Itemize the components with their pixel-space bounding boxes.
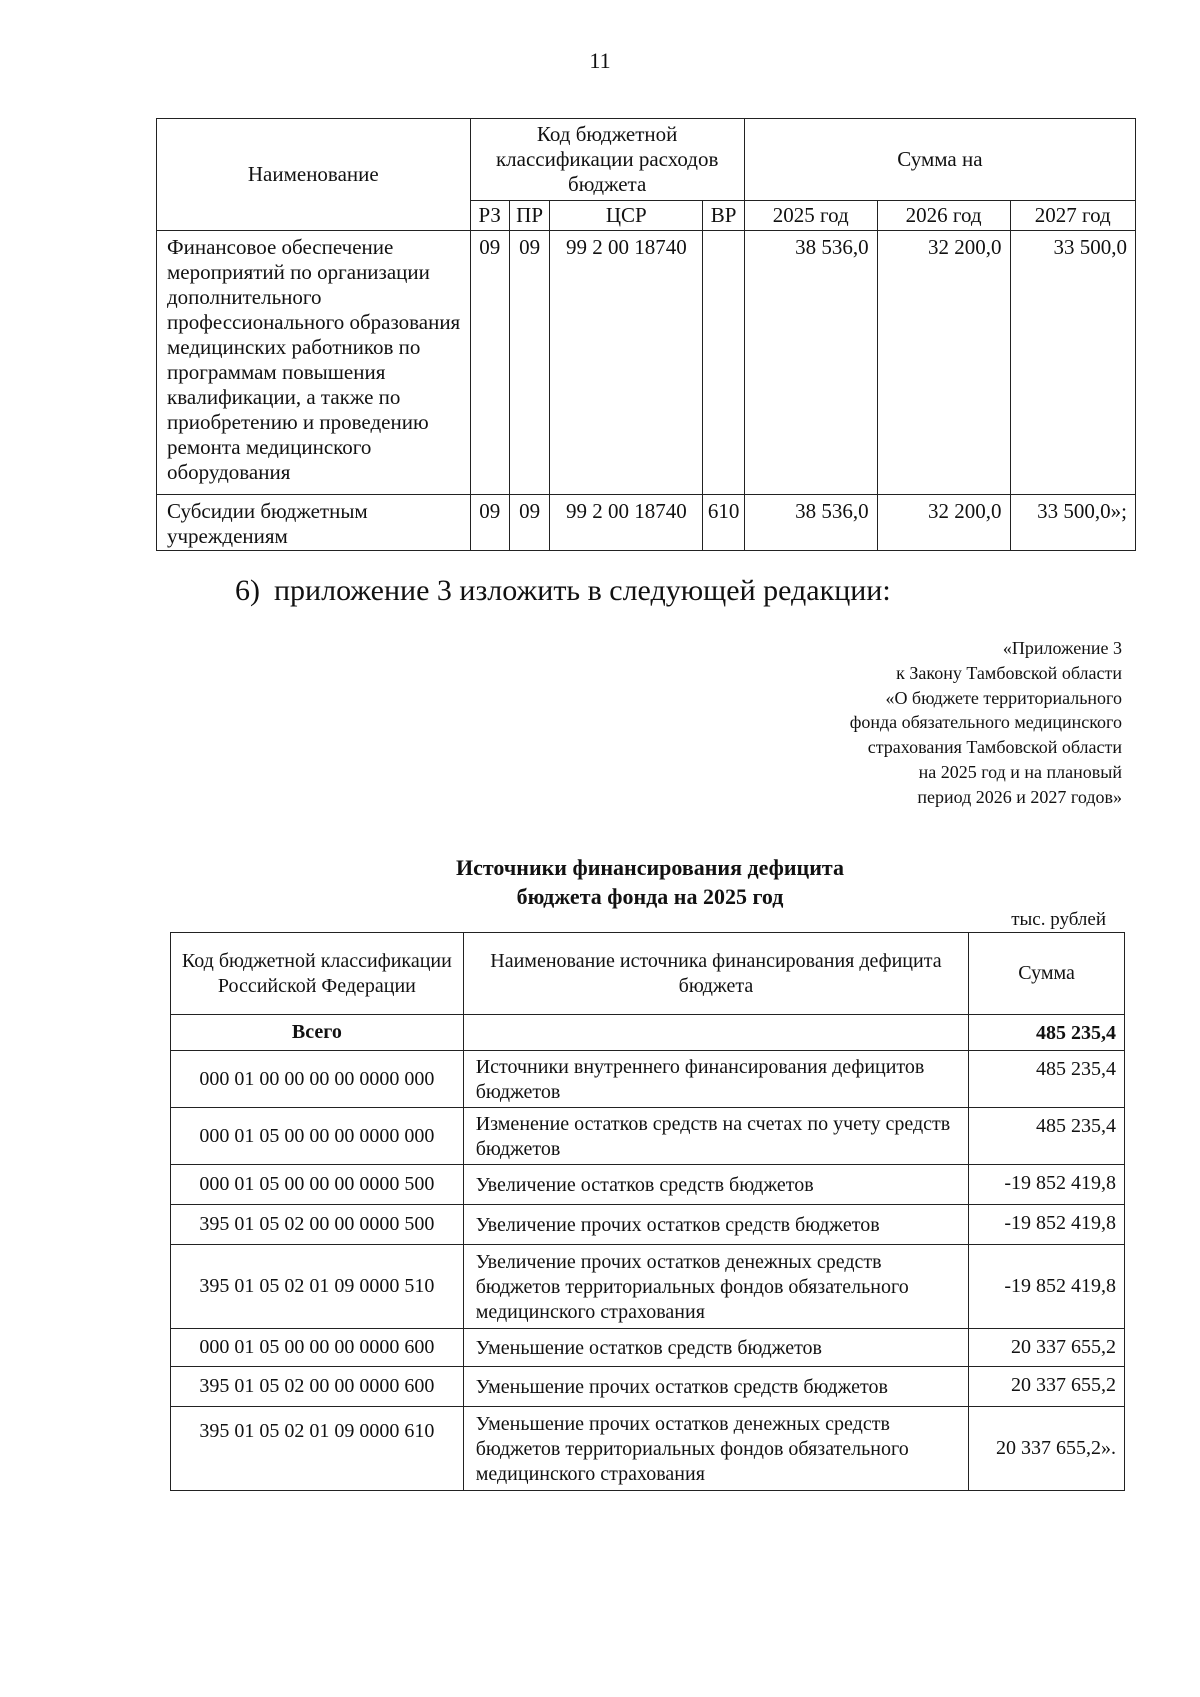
table-row <box>171 1205 1125 1245</box>
row-pr: 09 <box>509 495 549 551</box>
item-6-text: приложение 3 изложить в следующей редакции: <box>274 574 891 607</box>
header-source-name: Наименование источника финансирования дефицита бюджета <box>463 933 968 1015</box>
row-name: Финансовое обеспечение мероприятий по организации дополнительного профессионального образования медицинских работников по программам повышения квалификации, а также по приобретению и проведению ремонта медицинского оборудования <box>157 231 471 495</box>
row-code: 395 01 05 02 01 09 0000 610 <box>171 1407 464 1491</box>
appendix-line: период 2026 и 2027 годов» <box>917 786 1122 807</box>
row-code: 000 01 00 00 00 00 0000 000 <box>171 1051 464 1108</box>
appendix-line: «Приложение 3 <box>1002 638 1122 658</box>
row-2025: 38 536,0 <box>744 495 877 551</box>
row-code: 000 01 05 00 00 00 0000 600 <box>171 1329 464 1367</box>
units-label: тыс. рублей <box>1011 909 1106 930</box>
header-code: Код бюджетной классификации Российской Федерации <box>171 933 464 1015</box>
table-row <box>171 1051 1125 1108</box>
header-2027: 2027 год <box>1010 201 1135 231</box>
row-sum: 485 235,4 <box>969 1108 1125 1165</box>
total-row <box>171 1015 1125 1051</box>
header-name: Наименование <box>157 119 471 231</box>
item-6 <box>235 574 891 608</box>
table-row <box>171 1407 1125 1491</box>
section-title <box>0 853 1200 911</box>
row-csr: 99 2 00 18740 <box>550 231 703 495</box>
table-row <box>157 495 1136 551</box>
table-row <box>171 1367 1125 1407</box>
appendix-line: страхования Тамбовской области <box>867 737 1122 758</box>
page-number: 11 <box>589 48 611 73</box>
row-sum: -19 852 419,8 <box>969 1205 1125 1245</box>
table-row <box>157 231 1136 495</box>
expenses-table <box>156 118 1136 551</box>
row-rz: 09 <box>470 231 509 495</box>
row-pr: 09 <box>509 231 549 495</box>
header-pr: ПР <box>509 201 549 231</box>
row-source-name: Увеличение остатков средств бюджетов <box>463 1165 968 1205</box>
row-sum: 20 337 655,2». <box>969 1407 1125 1491</box>
appendix-line: фонда обязательного медицинского <box>849 712 1122 733</box>
row-source-name: Уменьшение прочих остатков денежных средств бюджетов территориальных фондов обязательного медицинского страхования <box>463 1407 968 1491</box>
row-2025: 38 536,0 <box>744 231 877 495</box>
row-code: 395 01 05 02 00 00 0000 500 <box>171 1205 464 1245</box>
title-line-2: бюджета фонда на 2025 год <box>516 884 784 909</box>
header-2025: 2025 год <box>744 201 877 231</box>
header-sum: Сумма <box>969 933 1125 1015</box>
header-sum-group: Сумма на <box>744 119 1135 201</box>
row-source-name: Уменьшение прочих остатков средств бюджетов <box>463 1367 968 1407</box>
row-2026: 32 200,0 <box>877 231 1010 495</box>
appendix-line: к Закону Тамбовской области <box>896 662 1122 683</box>
appendix-line: «О бюджете территориального <box>885 687 1122 708</box>
row-code: 000 01 05 00 00 00 0000 500 <box>171 1165 464 1205</box>
row-source-name: Увеличение прочих остатков средств бюджетов <box>463 1205 968 1245</box>
row-2026: 32 200,0 <box>877 495 1010 551</box>
table-row <box>171 1108 1125 1165</box>
row-source-name: Увеличение прочих остатков денежных средств бюджетов территориальных фондов обязательного медицинского страхования <box>463 1245 968 1329</box>
header-vr: ВР <box>703 201 744 231</box>
table-row <box>171 1245 1125 1329</box>
total-label: Всего <box>171 1015 464 1051</box>
row-sum: 485 235,4 <box>969 1051 1125 1108</box>
row-source-name: Изменение остатков средств на счетах по учету средств бюджетов <box>463 1108 968 1165</box>
appendix-note <box>850 636 1122 810</box>
row-rz: 09 <box>470 495 509 551</box>
header-code-group: Код бюджетной классификации расходов бюджета <box>470 119 744 201</box>
header-csr: ЦСР <box>550 201 703 231</box>
row-csr: 99 2 00 18740 <box>550 495 703 551</box>
table-row <box>171 1165 1125 1205</box>
row-code: 395 01 05 02 00 00 0000 600 <box>171 1367 464 1407</box>
header-rz: РЗ <box>470 201 509 231</box>
row-2027: 33 500,0»; <box>1010 495 1135 551</box>
row-vr <box>703 231 744 495</box>
row-code: 395 01 05 02 01 09 0000 510 <box>171 1245 464 1329</box>
row-2027: 33 500,0 <box>1010 231 1135 495</box>
header-2026: 2026 год <box>877 201 1010 231</box>
row-name: Субсидии бюджетным учреждениям <box>157 495 471 551</box>
row-code: 000 01 05 00 00 00 0000 000 <box>171 1108 464 1165</box>
title-line-1: Источники финансирования дефицита <box>456 855 844 880</box>
row-sum: -19 852 419,8 <box>969 1245 1125 1329</box>
row-sum: 20 337 655,2 <box>969 1367 1125 1407</box>
row-source-name: Источники внутреннего финансирования дефицитов бюджетов <box>463 1051 968 1108</box>
total-sum: 485 235,4 <box>969 1015 1125 1051</box>
row-vr: 610 <box>703 495 744 551</box>
item-6-number: 6) <box>235 574 260 607</box>
appendix-line: на 2025 год и на плановый <box>918 761 1122 782</box>
deficit-sources-table <box>170 932 1125 1491</box>
row-sum: 20 337 655,2 <box>969 1329 1125 1367</box>
row-sum: -19 852 419,8 <box>969 1165 1125 1205</box>
table-row <box>171 1329 1125 1367</box>
row-source-name: Уменьшение остатков средств бюджетов <box>463 1329 968 1367</box>
